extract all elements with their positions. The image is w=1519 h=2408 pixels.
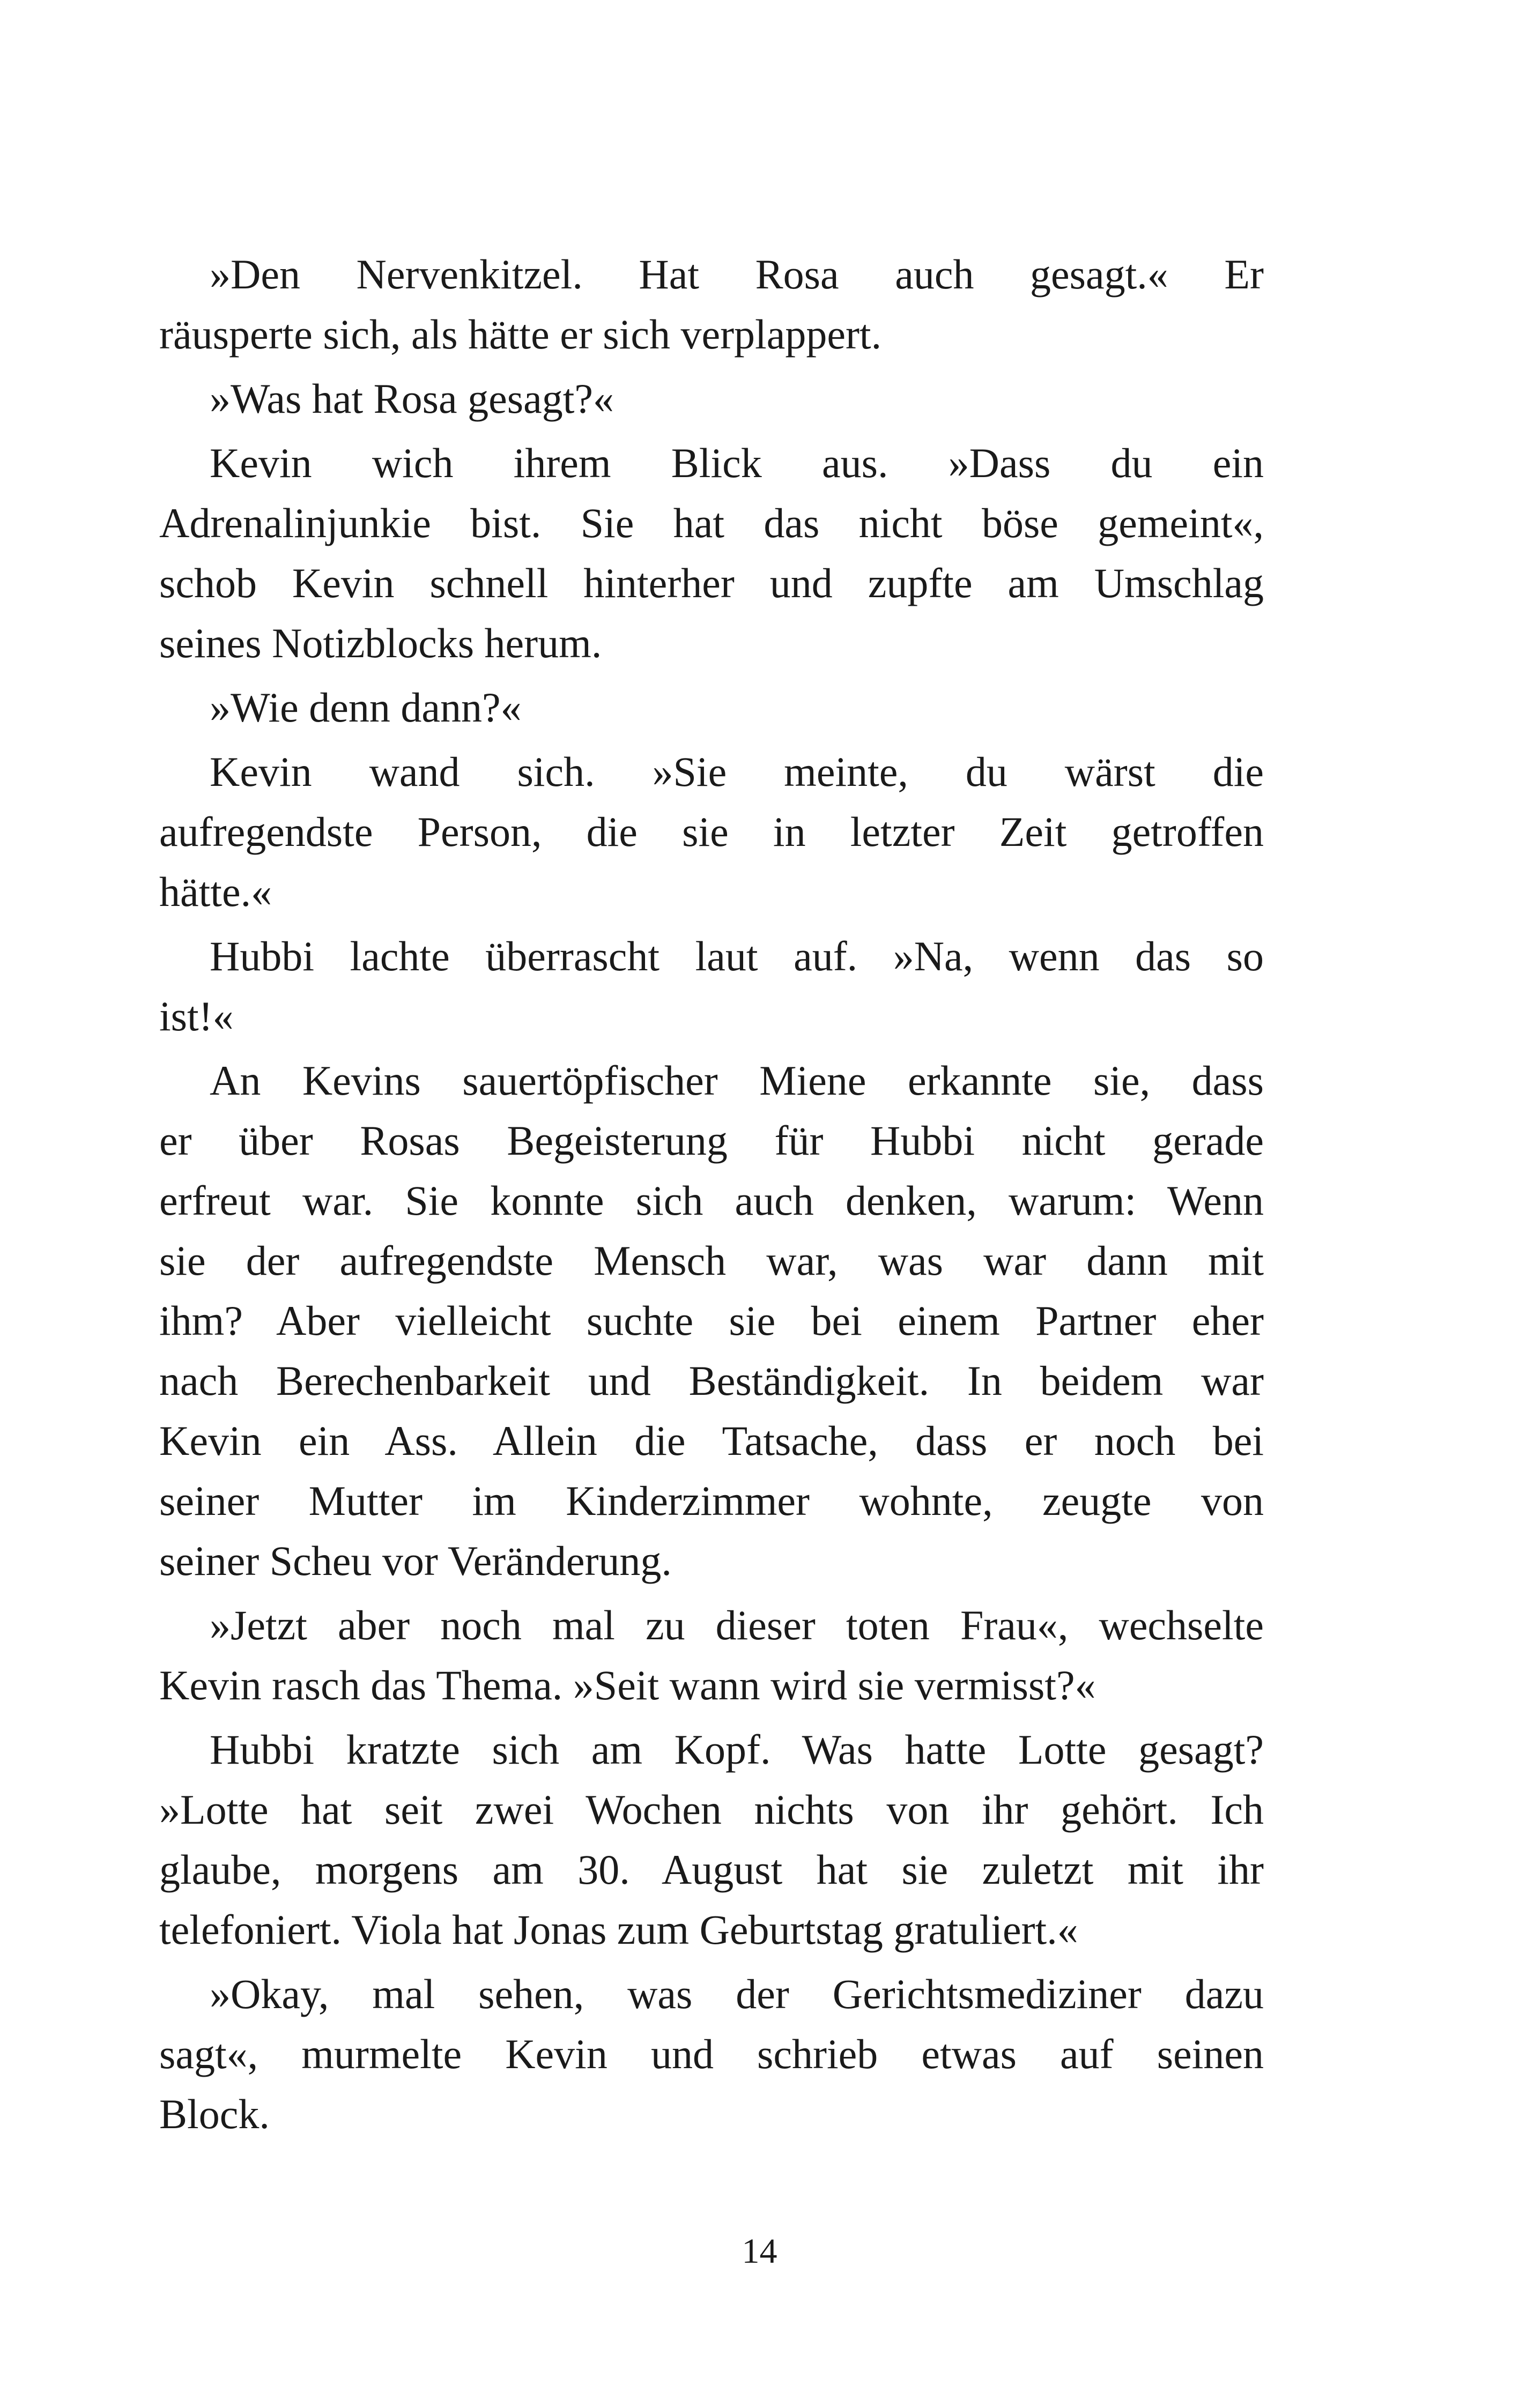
text-line: »Den Nervenkitzel. Hat Rosa auch gesagt.« Er bbox=[210, 251, 1264, 298]
text-line: Block. bbox=[159, 2091, 270, 2137]
text-line: er über Rosas Begeisterung für Hubbi nicht gerade bbox=[159, 1117, 1264, 1164]
text-line: Hubbi lachte überrascht laut auf. »Na, wenn das so bbox=[210, 933, 1264, 979]
text-line: Kevin wand sich. »Sie meinte, du wärst die bbox=[210, 748, 1264, 795]
text-line: glaube, morgens am 30. August hat sie zuletzt mit ihr bbox=[159, 1846, 1264, 1893]
text-line: ihm? Aber vielleicht suchte sie bei einem Partner eher bbox=[159, 1297, 1264, 1344]
text-line: hätte.« bbox=[159, 868, 272, 915]
text-line: »Jetzt aber noch mal zu dieser toten Frau«, wechselte bbox=[210, 1602, 1264, 1648]
text-line: »Okay, mal sehen, was der Gerichtsmediziner dazu bbox=[210, 1971, 1264, 2017]
text-line: sie der aufregendste Mensch war, was war dann mit bbox=[159, 1237, 1264, 1284]
text-line: Adrenalinjunkie bist. Sie hat das nicht böse gemeint«, bbox=[159, 500, 1264, 546]
text-line: erfreut war. Sie konnte sich auch denken, warum: Wenn bbox=[159, 1177, 1264, 1224]
text-line: seiner Scheu vor Veränderung. bbox=[159, 1537, 672, 1584]
text-line: ist!« bbox=[159, 993, 234, 1039]
text-line: Kevin wich ihrem Blick aus. »Dass du ein bbox=[210, 440, 1264, 486]
text-line: Hubbi kratzte sich am Kopf. Was hatte Lotte gesagt? bbox=[210, 1726, 1264, 1773]
text-line: räusperte sich, als hätte er sich verplappert. bbox=[159, 311, 882, 358]
text-line: An Kevins sauertöpfischer Miene erkannte sie, dass bbox=[210, 1057, 1264, 1104]
text-line: aufregendste Person, die sie in letzter Zeit getroffen bbox=[159, 808, 1264, 855]
text-line: sagt«, murmelte Kevin und schrieb etwas auf seinen bbox=[159, 2031, 1264, 2077]
text-line: seiner Mutter im Kinderzimmer wohnte, zeugte von bbox=[159, 1477, 1264, 1524]
text-line: »Lotte hat seit zwei Wochen nichts von ihr gehört. Ich bbox=[159, 1786, 1264, 1833]
page-number: 14 bbox=[742, 2232, 777, 2271]
body-text bbox=[159, 244, 1264, 2144]
text-line: schob Kevin schnell hinterher und zupfte am Umschlag bbox=[159, 560, 1264, 606]
text-line: nach Berechenbarkeit und Beständigkeit. In beidem war bbox=[159, 1357, 1264, 1404]
text-line: telefoniert. Viola hat Jonas zum Geburtstag gratuliert.« bbox=[159, 1906, 1078, 1953]
text-line: Kevin rasch das Thema. »Seit wann wird sie vermisst?« bbox=[159, 1662, 1096, 1708]
text-line: »Was hat Rosa gesagt?« bbox=[210, 375, 614, 422]
text-line: seines Notizblocks herum. bbox=[159, 620, 602, 666]
text-line: »Wie denn dann?« bbox=[210, 684, 522, 731]
text-line: Kevin ein Ass. Allein die Tatsache, dass er noch bei bbox=[159, 1417, 1264, 1464]
